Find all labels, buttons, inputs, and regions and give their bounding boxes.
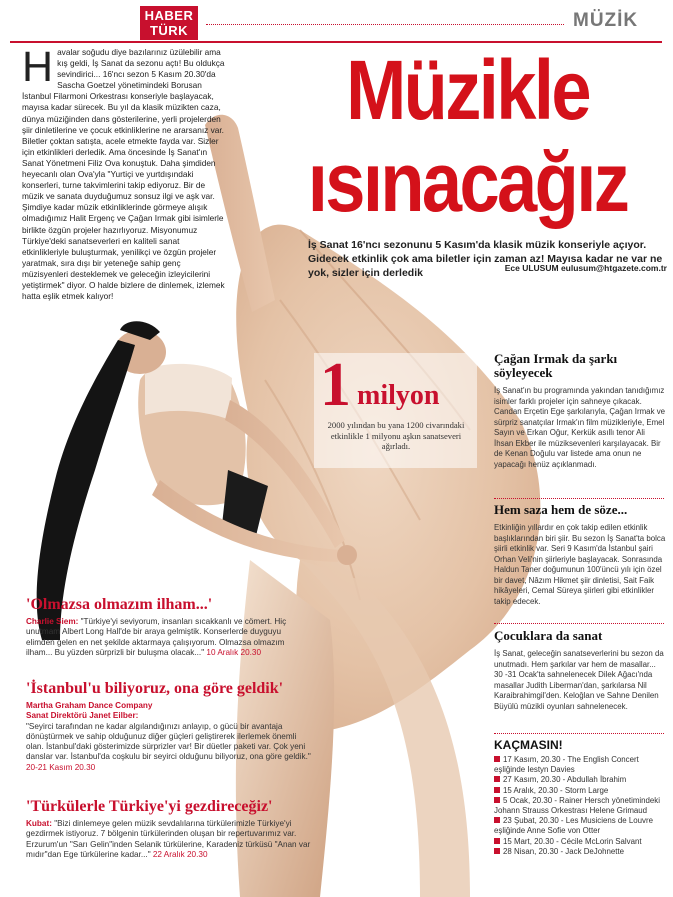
quote-block-1 (26, 596, 296, 658)
bullet-square-icon (494, 797, 500, 803)
section-divider (494, 498, 664, 499)
stat-number: 1 (320, 351, 351, 419)
quote-title: 'Olmazsa olmazım ilham...' (26, 596, 213, 613)
list-item: 15 Mart, 20.30 - Cécile McLorin Salvant (494, 837, 666, 847)
bullet-square-icon (494, 776, 500, 782)
bullet-square-icon (494, 838, 500, 844)
right-section-title: Çocuklara da sanat (494, 628, 603, 643)
quote-date: 22 Aralık 20.30 (152, 849, 208, 859)
right-section-body: İş Sanat'ın bu programında yakından tanıdığımız isimler farklı projeler için sahneye çıkacak. Candan Erçetin Ege şarkılarıyla, Çağan Irmak ve sürpriz sanatçılar Irmak'ın film müzikleriyle, Emel Sayın ve Erkan Oğur, Kerkük asıllı tenor Ali İhsan Ekber ile müziksevenleri karşılayacak. Bir de Kenan Doğulu var listede ama onun ne yapacağı henüz açıklanmadı. (494, 386, 666, 469)
intro-paragraph (22, 43, 227, 302)
right-section-3 (494, 629, 666, 712)
section-divider (494, 623, 664, 624)
byline-email[interactable]: eulusum@htgazete.com.tr (560, 263, 667, 273)
header-rule (206, 24, 564, 25)
bullet-square-icon (494, 848, 500, 854)
quote-title: 'İstanbul'u biliyoruz, ona göre geldik' (26, 680, 284, 697)
intro-text: avalar soğudu diye bazılarınız üzülebilir ama kış geldi, İş Sanat da sezonu açtı! Bu oldukça sevindirici... 16'ncı sezon 5 Kasım 20.30'da Sascha Goetzel yönetimindeki Borusan İstanbul Filarmoni Orkestrası konseriyle başlayacak, mayısa kadar sürecek. Bu yıl da klasik müzikten caza, dünya müziğinden dans gösterilerine, yerli projelerden şiir dinletilerine ve çocuk etkinliklerine ne ararsanız var. Biletler çoktan satışta, acele etmekte fayda var. Sizler için etkinlikleri derledik. Ama öncesinde İş Sanat'ın Sanat Yönetmeni Filiz Ova konuştuk. Daha şimdiden heyecanlı olan Ova'yla "Yurtiçi ve yurtdışındaki konserleri, turne takvimlerini takip ediyoruz. Bir de müzik ve sanata duyduğumuz sonsuz ilgi ve aşk var. Şimdiye kadar müzik etkinliklerinde görmeye alışık olmadığımız Halit Ergenç ve Çağan Irmak gibi isimlerle birlikte özgün projeler hazırlıyoruz. Misyonumuz Türkiye'deki sanatseverleri en kaliteli sanat etkinlikleriyle buluşturmak, yenilikçi ve özgün projeler yaratmak, sıra dışı bir yeteneğe sahip genç müzisyenleri desteklemek ve geleceğin izleyicilerini yetiştirmek" diyor. O halde bizlere de dinlemek, izlemek hatta eşlik etmek kalıyor! (22, 47, 225, 302)
stat-unit: milyon (357, 380, 440, 411)
byline (482, 263, 667, 273)
bullet-square-icon (494, 817, 500, 823)
quote-speaker-role: Sanat Direktörü Janet Eilber: (26, 711, 139, 721)
drop-cap: H (22, 43, 54, 91)
right-section-body: İş Sanat, geleceğin sanatseverlerini bu sezon da unutmadı. Hem şarkılar var hem de masallar... 30 -31 Ocak'ta sahnelenecek Dilek Ağacı'nda masallar Judith Liberman'dan, şarkılarsa Nil Karaibrahimgil'den. Keloğlan ve Sahne Denilen Büyülü müzikli oyunları sahnelenecek. (494, 649, 664, 711)
byline-name: Ece ULUSUM (504, 263, 559, 273)
haberturk-logo[interactable] (140, 6, 198, 40)
bullet-square-icon (494, 756, 500, 762)
right-section-title: Çağan Irmak da şarkı söyleyecek (494, 351, 618, 380)
kacmasin-title: KAÇMASIN! (494, 738, 563, 752)
section-label: MÜZİK (573, 10, 639, 31)
headline (298, 44, 638, 228)
list-item: 15 Aralık, 20.30 - Storm Large (494, 786, 666, 796)
stat-text: 2000 yılından bu yana 1200 civarındaki etkinlikle 1 milyonu aşkın sanatseveri ağırladı. (327, 420, 465, 452)
quote-body: Charlie Siem: "Türkiye'yi seviyorum, insanları sıcakkanlı ve cömert. Hiç unutmam Albert Long Hall'de bir araya gelmiştik. Konserlerde duyguyu elimden gelen en net şekilde aktarmaya çalışıyorum. Olmazsa olmazım ilham... Bu yüzden sürprizli bir buluşma olacak..." 10 Aralık 20.30 (26, 617, 287, 657)
quote-block-3 (26, 798, 311, 860)
list-item: 23 Şubat, 20.30 - Les Musiciens de Louvre eşliğinde Anne Sofie von Otter (494, 816, 654, 836)
list-item: 28 Nisan, 20.30 - Jack DeJohnette (494, 847, 666, 857)
bullet-square-icon (494, 787, 500, 793)
deck-text: İş Sanat 16'ncı sezonunu 5 Kasım'da klasik müzik konseriyle açıyor. Gidecek etkinlik çok ama biletler için zaman az! Mayısa kadar ne var ne yok, sizler için derledik (308, 239, 663, 279)
quote-date: 20-21 Kasım 20.30 (26, 762, 96, 772)
list-item: 27 Kasım, 20.30 - Abdullah İbrahim (494, 775, 666, 785)
section-divider (494, 733, 664, 734)
quote-body: Kubat: "Bizi dinlemeye gelen müzik sevdalılarına türkülerimizle Türkiye'yi gezdirmek istiyoruz. 7 bölgenin türkülerinden oluşan bir repertuvarımız var. Erzurum'un "Sarı Gelin"inden Selanik türkülerine, Karadeniz türküsü "Anan var mıdır"dan Ege türkülerine kadar..." 22 Aralık 20.30 (26, 819, 311, 859)
quote-date: 10 Aralık 20.30 (206, 647, 262, 657)
quote-block-2 (26, 680, 311, 773)
list-item: 5 Ocak, 20.30 - Rainer Hersch yönetimindeki Johann Strauss Orkestrası Helene Grimaud (494, 795, 661, 816)
logo-line-2: TÜRK (149, 23, 189, 38)
right-section-body: Etkinliğin yıllardır en çok takip edilen etkinlik başlıklarından biri şiir. Bu sezon İş Sanat'ta bolca şiirli etkinlik var. Seri 9 Kasım'da İstanbul şairi Orhan Veli'nin şiirleriyle başlayacak. Sonrasında Haldun Taner doğumunun 100'üncü yılı için özel bir davet, Nâzım Hikmet şiir dinletisi, Sait Faik hikâyeleri, Cemal Süreya şiirleri gibi etkinlikler takip edecek. (494, 523, 666, 606)
right-section-1 (494, 352, 666, 470)
quote-speaker: Martha Graham Dance Company (26, 701, 153, 710)
headline-line-2: ısınacağız (307, 135, 628, 229)
right-section-2 (494, 503, 666, 607)
kacmasin-list (494, 755, 666, 857)
logo-line-1: HABER (144, 8, 194, 23)
quote-speaker: Kubat: (26, 819, 52, 828)
right-section-title: Hem saza hem de söze... (494, 502, 628, 517)
quote-title: 'Türkülerle Türkiye'yi gezdireceğiz' (26, 798, 273, 815)
quote-speaker: Charlie Siem: (26, 617, 79, 626)
quote-body: "Seyirci tarafından ne kadar algılandığınızı anlayıp, o gücü bir avantaja dönüştürmek ve sahip olduğunuz diğer güçleri geliştirerek ilerlemek önemli olan. İstanbul'daki gösterimizde sürprizler var! Bir düetler paketi var. Çok yeni danslar var. İstanbul'da coşkulu bir seyirci olduğunu biliyoruz, ona göre geldik." 20-21 Kasım 20.30 (26, 721, 311, 772)
headline-line-1: Müzikle (346, 43, 589, 137)
list-item: 17 Kasım, 20.30 - The English Concert eşliğinde Iestyn Davies (494, 755, 639, 775)
